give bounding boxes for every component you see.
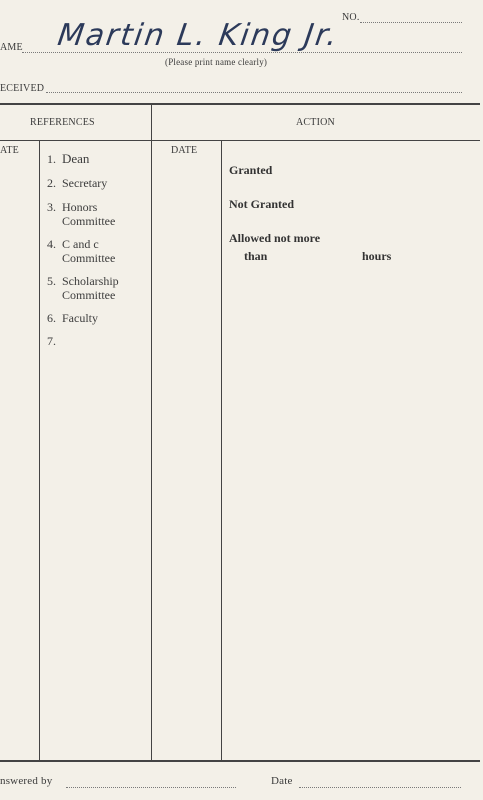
table-top-rule (0, 103, 480, 105)
table-header-rule (0, 140, 480, 141)
list-item: 4. C and c Committee (47, 237, 116, 265)
left-date-label: ATE (0, 145, 19, 156)
column-divider-2 (151, 104, 152, 760)
allowed-than-text: than (244, 249, 268, 263)
date-field[interactable] (299, 787, 461, 788)
handwritten-name: Martin L. King Jr. (55, 18, 342, 53)
action-header: ACTION (296, 117, 335, 128)
list-item: 6. Faculty (47, 311, 98, 325)
column-divider-3 (221, 140, 222, 760)
date-label: Date (271, 775, 293, 787)
references-header: REFERENCES (30, 117, 95, 128)
answered-by-label: nswered by (0, 775, 53, 787)
not-granted-option[interactable]: Not Granted (229, 197, 294, 211)
table-bottom-rule (0, 760, 480, 762)
allowed-hours-text: hours (362, 249, 392, 263)
list-item: 5. Scholarship Committee (47, 274, 119, 302)
received-label: ECEIVED (0, 83, 45, 94)
list-item: 1. Dean (47, 151, 90, 166)
name-hint: (Please print name clearly) (165, 57, 268, 67)
received-field[interactable] (46, 92, 462, 93)
list-item: 3. Honors Committee (47, 200, 116, 228)
number-field[interactable] (360, 22, 462, 23)
number-label: NO. (342, 12, 360, 23)
column-divider-1 (39, 140, 40, 760)
answered-by-field[interactable] (66, 787, 236, 788)
name-label: AME (0, 42, 23, 53)
granted-option[interactable]: Granted (229, 163, 273, 177)
allowed-option[interactable]: Allowed not more (229, 231, 321, 245)
list-item: 7. (47, 334, 56, 348)
list-item: 2. Secretary (47, 176, 108, 190)
right-date-label: DATE (171, 145, 198, 156)
